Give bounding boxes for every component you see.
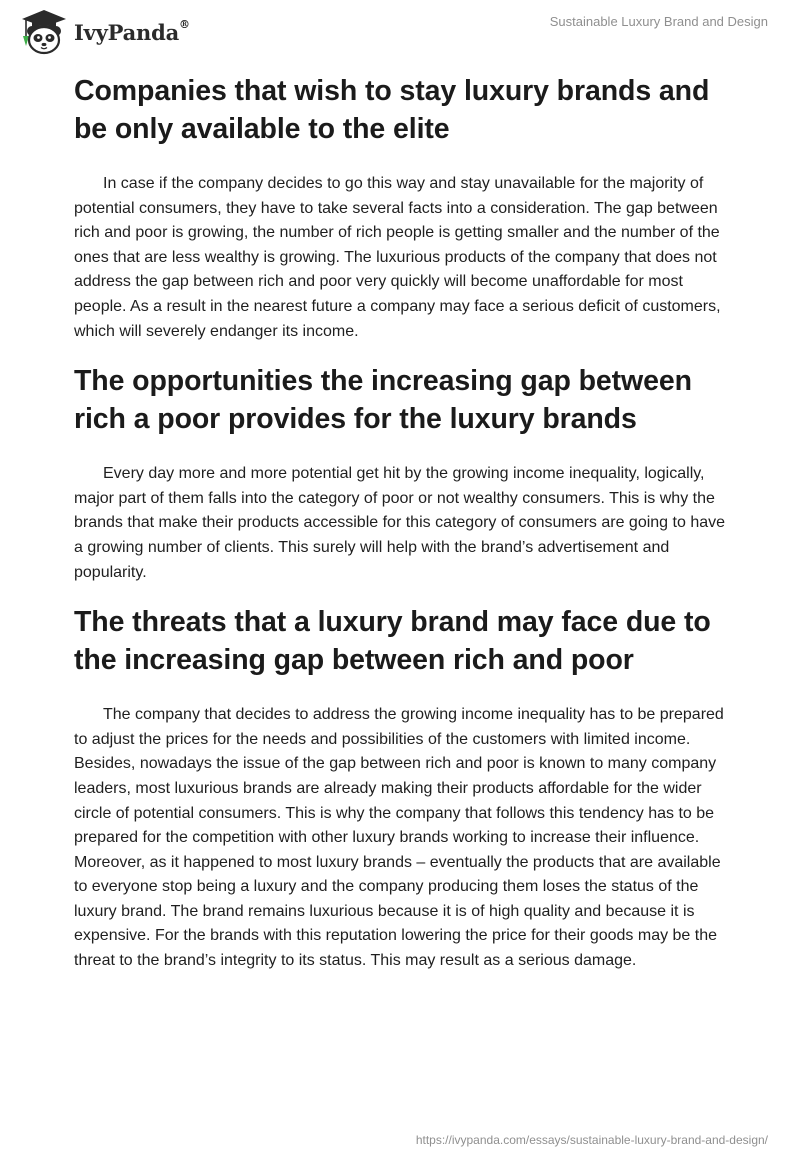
document-title: Sustainable Luxury Brand and Design	[549, 14, 768, 29]
section-heading: The opportunities the increasing gap between rich a poor provides for the luxury brands	[74, 365, 692, 436]
section-paragraph: The company that decides to address the growing income inequality has to be prepared to adjust the prices for the needs and possibilities of the customers with limited income. Besides, nowadays the issue of the gap between rich and poor is known to many company leaders, most luxurious brands are already making their products affordable for the wider circle of potential consumers. This is why the company that follows this tendency has to be prepared for the competition with other luxury brands working to increase their influence. Moreover, as it happened to most luxury brands – eventually the products that are available to everyone stop being a luxury and the company producing them loses the status of the luxury brand. The brand remains luxurious because it is of high quality and because it is expensive. For the brands with this reputation lowering the price for their goods may be the threat to the brand’s integrity to its status. This may result as a serious damage.	[74, 706, 724, 970]
section-heading: Companies that wish to stay luxury brands and be only available to the elite	[74, 75, 710, 145]
panda-logo-icon	[14, 6, 70, 56]
logo-wordmark	[74, 17, 190, 45]
section-paragraph: In case if the company decides to go this way and stay unavailable for the majority of potential consumers, they have to take several facts into a consideration. The gap between rich and poor is growing, the number of rich people is getting smaller and the number of the ones that are less wealthy is growing. The luxurious products of the company that does not address the gap between rich and poor very quickly will become unaffordable for most people. As a result in the nearest future a company may face a serious deficit of customers, which will severely endanger its income.	[74, 175, 721, 340]
section-heading: The threats that a luxury brand may face due to the increasing gap between rich and poor	[74, 606, 711, 677]
section-threats	[74, 603, 730, 974]
source-url[interactable]: https://ivypanda.com/essays/sustainable-luxury-brand-and-design/	[415, 1133, 768, 1147]
page-header	[0, 0, 800, 58]
registered-mark: ®	[179, 17, 190, 31]
section-elite	[74, 72, 730, 344]
ivypanda-logo[interactable]	[14, 6, 190, 56]
section-opportunities	[74, 362, 730, 585]
essay-content	[74, 72, 730, 974]
logo-text: IvyPanda	[74, 19, 180, 45]
section-paragraph: Every day more and more potential get hit by the growing income inequality, logically, major part of them falls into the category of poor or not wealthy consumers. This is why the brands that make their products accessible for this category of consumers are going to have a growing number of clients. This surely will help with the brand’s advertisement and popularity.	[74, 465, 726, 581]
